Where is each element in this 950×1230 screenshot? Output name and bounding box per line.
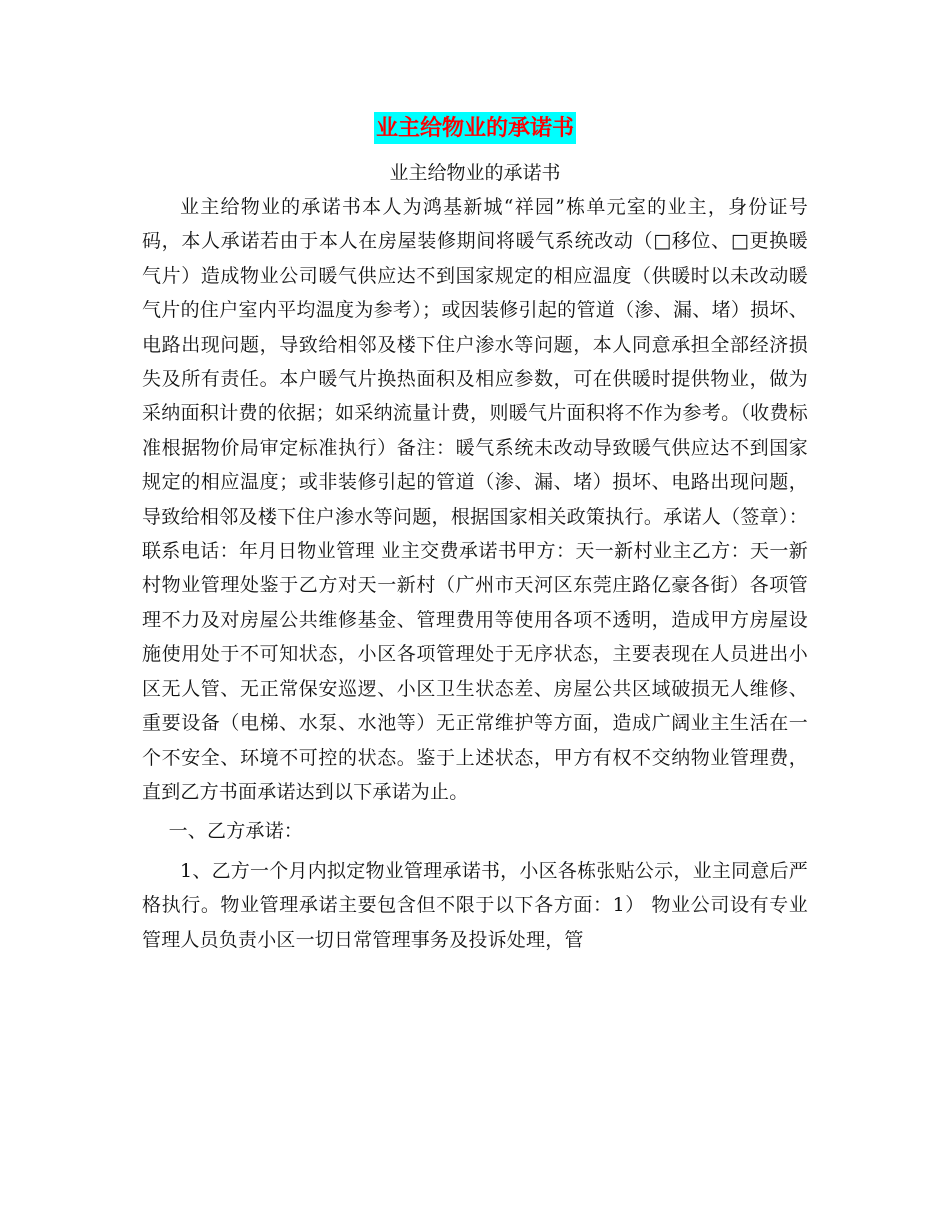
paragraph-item-1: 1、乙方一个月内拟定物业管理承诺书，小区各栋张贴公示，业主同意后严格执行。物业管理承诺主要包含但不限于以下各方面：1） 物业公司设有专业管理人员负责小区一切日常管理事务及投诉处理，管 bbox=[142, 859, 808, 951]
paragraph-main: 业主给物业的承诺书本人为鸿基新城“祥园”栋单元室的业主，身份证号码，本人承诺若由于本人在房屋装修期间将暖气系统改动（□移位、□更换暖气片）造成物业公司暖气供应达不到国家规定的相应温度（供暖时以未改动暖气片的住户室内平均温度为参考）；或因装修引起的管道（渗、漏、堵）损坏、电路出现问题，导致给相邻及楼下住户渗水等问题，本人同意承担全部经济损失及所有责任。本户暖气片换热面积及相应参数，可在供暖时提供物业，做为采纳面积计费的依据；如采纳流量计费，则暖气片面积将不作为参考。（收费标准根据物价局审定标准执行）备注：暖气系统未改动导致暖气供应达不到国家规定的相应温度；或非装修引起的管道（渗、漏、堵）损坏、电路出现问题，导致给相邻及楼下住户渗水等问题，根据国家相关政策执行。承诺人（签章）：联系电话：年月日物业管理 业主交费承诺书甲方：天一新村业主乙方：天一新村物业管理处鉴于乙方对天一新村（广州市天河区东莞庄路亿豪各街）各项管理不力及对房屋公共维修基金、管理费用等使用各项不透明，造成甲方房屋设施使用处于不可知状态，小区各项管理处于无序状态，主要表现在人员进出小区无人管、无正常保安巡逻、小区卫生状态差、房屋公共区域破损无人维修、重要设备（电梯、水泵、水池等）无正常维护等方面，造成广阔业主生活在一个不安全、环境不可控的状态。鉴于上述状态，甲方有权不交纳物业管理费，直到乙方书面承诺达到以下承诺为止。 bbox=[142, 196, 808, 803]
document-body bbox=[142, 112, 808, 957]
document-title bbox=[142, 112, 808, 144]
document-title-text: 业主给物业的承诺书 bbox=[374, 112, 576, 144]
document-subtitle: 业主给物业的承诺书 bbox=[389, 162, 561, 184]
section-heading: 一、乙方承诺： bbox=[168, 820, 303, 843]
